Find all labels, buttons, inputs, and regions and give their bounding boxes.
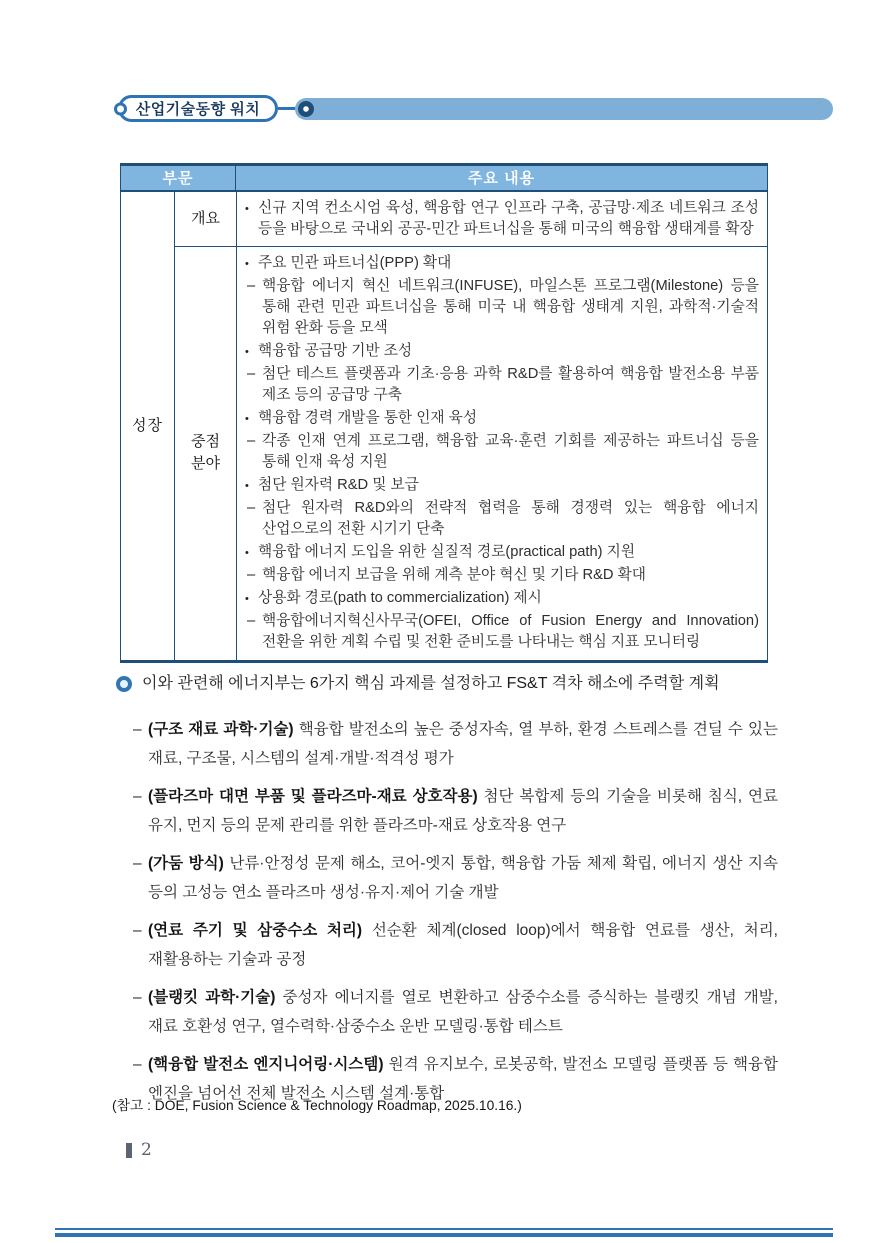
bullet-marker-icon: • — [245, 479, 249, 492]
bullet-marker-icon: • — [245, 257, 249, 270]
table-item-text: 핵융합에너지혁신사무국(OFEI, Office of Fusion Energy and Innovation) 전환을 위한 계획 수립 및 전환 준비도를 나타내는 핵심 지표 모니터링 — [262, 613, 759, 650]
table-item — [245, 565, 759, 586]
table-item-text: 신규 지역 컨소시엄 육성, 핵융합 연구 인프라 구축, 공급망·제조 네트워크 조성 등을 바탕으로 국내외 공공-민간 파트너십을 통해 미국의 핵융합 생태계를 확장 — [258, 199, 759, 237]
bullet-marker-icon: • — [245, 546, 249, 559]
table-item-text: 각종 인재 연계 프로그램, 핵융합 교육·훈련 기회를 제공하는 파트너십 등을 통해 인재 육성 지원 — [262, 433, 759, 470]
table-item-text: 첨단 원자력 R&D와의 전략적 협력을 통해 경쟁력 있는 핵융합 에너지 산업으로의 전환 시기기 단축 — [262, 500, 759, 537]
dash-marker-icon: – — [133, 788, 142, 805]
dash-marker-icon: – — [247, 613, 256, 629]
watch-badge — [118, 95, 278, 122]
table-item — [245, 588, 759, 610]
table-item — [245, 253, 759, 275]
task-item — [133, 849, 778, 907]
table-item — [245, 341, 759, 363]
table-item-text: 핵융합 에너지 보급을 위해 계측 분야 혁신 및 기타 R&D 확대 — [262, 567, 646, 583]
table-item-text: 핵융합 공급망 기반 조성 — [258, 342, 413, 359]
task-lead: (블랭킷 과학·기술) — [148, 989, 276, 1006]
task-text: (구조 재료 과학·기술) 핵융합 발전소의 높은 중성자속, 열 부하, 환경 스트레스를 견딜 수 있는 재료, 구조물, 시스템의 설계·개발·적격성 평가 — [148, 721, 778, 767]
summary-table — [120, 163, 768, 663]
task-item — [133, 715, 778, 773]
category-cell-overview: 개요 — [175, 192, 237, 246]
task-text: (플라즈마 대면 부품 및 플라즈마-재료 상호작용) 첨단 복합제 등의 기술을 비롯해 침식, 연료 유지, 먼지 등의 문제 관리를 위한 플라즈마-재료 상호작용 연구 — [148, 788, 778, 834]
table-row-overview — [175, 192, 767, 246]
dash-marker-icon: – — [247, 567, 256, 583]
task-lead: (가둠 방식) — [148, 855, 224, 872]
table-item-text: 핵융합 경력 개발을 통한 인재 육성 — [258, 409, 478, 426]
table-item — [245, 276, 759, 339]
bottom-rule-thin — [55, 1228, 833, 1230]
table-item — [245, 498, 759, 540]
table-item-text: 핵융합 에너지 혁신 네트워크(INFUSE), 마일스톤 프로그램(Milestone) 등을 통해 관련 민관 파트너십을 통해 미국 내 핵융합 생태계 지원, 과학적·기술적 위험 완화 등을 모색 — [262, 278, 759, 336]
col-header-division: 부문 — [121, 166, 236, 190]
table-item — [245, 198, 759, 240]
table-item — [245, 431, 759, 473]
task-lead: (핵융합 발전소 엔지니어링·시스템) — [148, 1056, 384, 1073]
table-item-text: 상용화 경로(path to commercialization) 제시 — [258, 589, 542, 606]
task-item — [133, 983, 778, 1041]
table-item-text: 첨단 테스트 플랫폼과 기초·응용 과학 R&D를 활용하여 핵융합 발전소용 부품 제조 등의 공급망 구축 — [262, 366, 759, 403]
table-item — [245, 475, 759, 497]
intro-point — [112, 671, 778, 696]
bullet-marker-icon: • — [245, 592, 249, 605]
task-item — [133, 916, 778, 974]
task-text: (가둠 방식) 난류·안정성 문제 해소, 코어-엣지 통합, 핵융합 가둠 체제 확립, 에너지 생산 지속 등의 고성능 연소 플라즈마 생성·유지·제어 기술 개발 — [148, 855, 778, 901]
header-banner-bar — [295, 98, 833, 120]
task-text: (연료 주기 및 삼중수소 처리) 선순환 체계(closed loop)에서 핵융합 연료를 생산, 처리, 재활용하는 기술과 공정 — [148, 922, 778, 968]
dash-marker-icon: – — [247, 278, 256, 294]
page-number: 2 — [141, 1140, 152, 1160]
intro-text: 이와 관련해 에너지부는 6가지 핵심 과제를 설정하고 FS&T 격차 해소에 주력할 계획 — [142, 675, 720, 692]
bullet-marker-icon: • — [245, 412, 249, 425]
dash-marker-icon: – — [133, 1056, 142, 1073]
dash-marker-icon: – — [247, 433, 256, 449]
table-header-row — [121, 166, 767, 192]
task-lead: (플라즈마 대면 부품 및 플라즈마-재료 상호작용) — [148, 788, 478, 805]
table-item — [245, 364, 759, 406]
table-body — [121, 192, 767, 660]
page-marker-bar — [126, 1143, 132, 1158]
bullet-marker-icon: • — [245, 202, 249, 215]
page-footer — [126, 1140, 152, 1160]
task-list — [112, 715, 778, 1108]
table-item-text: 핵융합 에너지 도입을 위한 실질적 경로(practical path) 지원 — [258, 543, 636, 560]
table-item-text: 첨단 원자력 R&D 및 보급 — [258, 476, 419, 493]
task-lead: (구조 재료 과학·기술) — [148, 721, 294, 738]
dash-marker-icon: – — [133, 922, 142, 939]
table-item — [245, 542, 759, 564]
col-header-content: 주요 내용 — [467, 169, 536, 187]
dash-marker-icon: – — [247, 366, 256, 382]
masthead — [0, 95, 888, 125]
circle-bullet-icon — [116, 676, 132, 692]
overview-items — [237, 192, 767, 246]
bottom-rule-thick — [55, 1233, 833, 1237]
dash-marker-icon: – — [133, 855, 142, 872]
key-points-section — [112, 671, 778, 1117]
task-lead: (연료 주기 및 삼중수소 처리) — [148, 922, 363, 939]
task-text: (블랭킷 과학·기술) 중성자 에너지를 열로 변환하고 삼중수소를 증식하는 블랭킷 개념 개발, 재료 호환성 연구, 열수력학·삼중수소 운반 모델링·통합 테스트 — [148, 989, 778, 1035]
table-item-text: 주요 민관 파트너십(PPP) 확대 — [258, 254, 452, 271]
badge-ring-icon — [114, 102, 127, 115]
focus-items — [237, 247, 767, 660]
badge-label: 산업기술동향 워치 — [135, 101, 261, 118]
bullet-marker-icon: • — [245, 345, 249, 358]
task-text: (핵융합 발전소 엔지니어링·시스템) 원격 유지보수, 로봇공학, 발전소 모델링 플랫폼 등 핵융합 엔진을 넘어선 전체 발전소 시스템 설계·통합 — [148, 1056, 778, 1102]
banner-dot-icon — [298, 101, 314, 117]
table-row-focus — [175, 246, 767, 660]
task-item — [133, 782, 778, 840]
footnote: (참고 : DOE, Fusion Science & Technology Roadmap, 2025.10.16.) — [112, 1098, 522, 1113]
table-item — [245, 611, 759, 653]
sector-cell: 성장 — [121, 192, 175, 660]
category-cell-focus: 중점 분야 — [175, 247, 237, 660]
table-right-columns — [175, 192, 767, 660]
dash-marker-icon: – — [133, 989, 142, 1006]
dash-marker-icon: – — [133, 721, 142, 738]
table-item — [245, 408, 759, 430]
dash-marker-icon: – — [247, 500, 256, 516]
